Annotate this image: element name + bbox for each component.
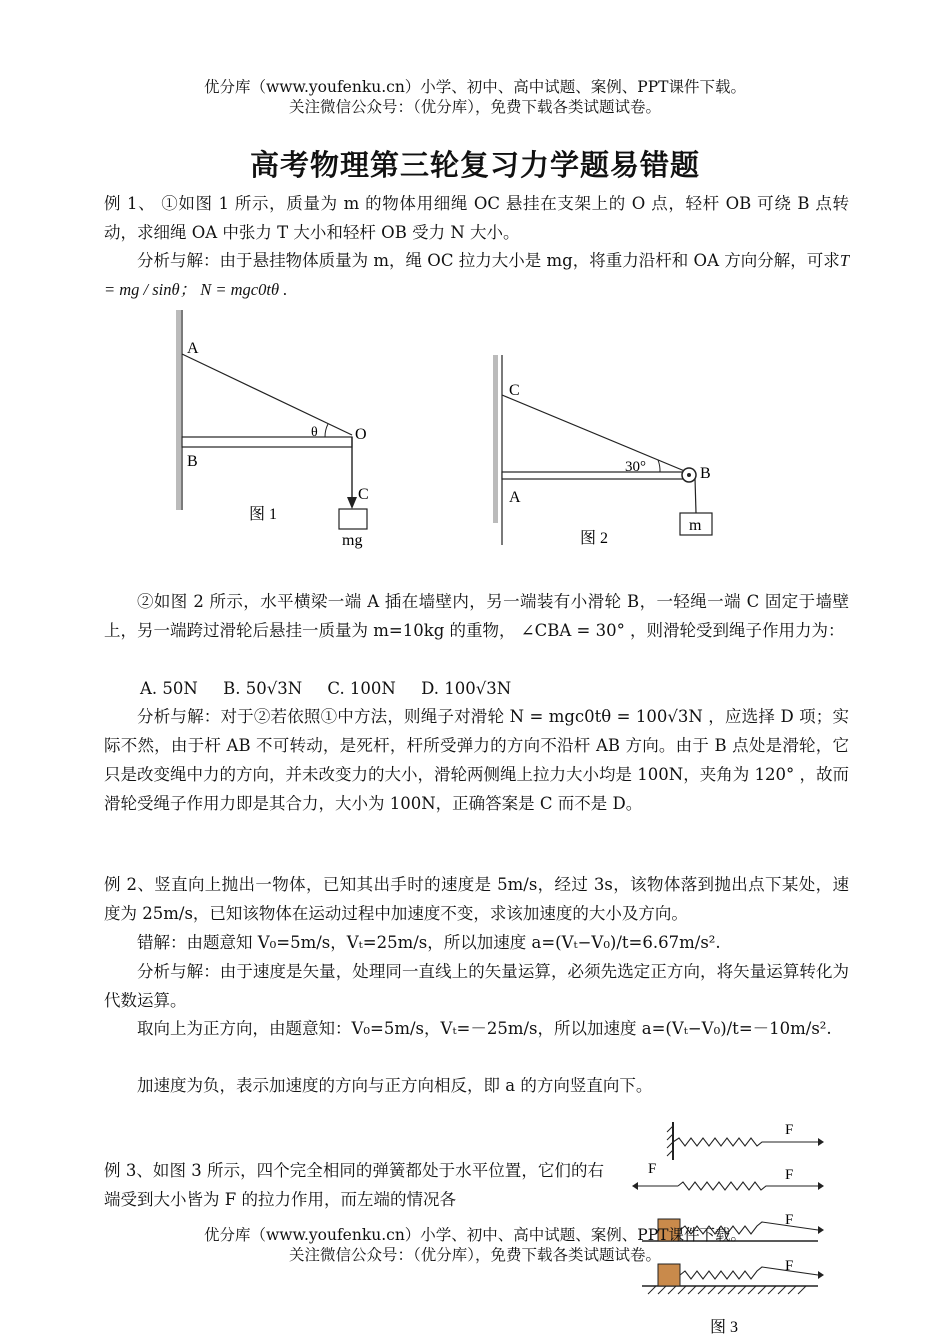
- force-label-4: F: [785, 1258, 794, 1274]
- label-a: A: [509, 489, 521, 506]
- footer-line-1: 优分库（www.youfenku.cn）小学、初中、高中试题、案例、PPT课件下载。: [203, 1226, 747, 1244]
- analysis-text: 分析与解：由于悬挂物体质量为 m，绳 OC 拉力大小是 mg，将重力沿杆和 OA 方向分解，可求: [137, 251, 840, 270]
- label-angle: 30°: [625, 459, 646, 475]
- footer-line-2: 关注微信公众号：（优分库），免费下载各类试题试卷。: [288, 1246, 661, 1264]
- option-b: B. 50√3N: [223, 679, 303, 698]
- example-2-wrong-solution: 错解：由题意知 V₀=5m/s，Vₜ=25m/s，所以加速度 a=(Vₜ−V₀)/t=6.67m/s².: [137, 933, 721, 952]
- block-4: [658, 1264, 680, 1286]
- figure-3-caption: 图 3: [710, 1319, 739, 1336]
- label-c: C: [358, 486, 369, 503]
- example-2-calculation: 取向上为正方向，由题意知：V₀=5m/s，Vₜ=－25m/s，所以加速度 a=(Vₜ−V₀)/t=－10m/s².: [137, 1019, 832, 1038]
- option-a: A. 50N: [140, 679, 198, 698]
- force-label-left: F: [648, 1161, 657, 1177]
- wall: [176, 310, 181, 510]
- example-2-question: 例 2、竖直向上抛出一物体，已知其出手时的速度是 5m/s，经过 3s，该物体落到抛出点下某处，速度为 25m/s，已知该物体在运动过程中加速度不变，求该加速度的大小及方向。: [104, 875, 849, 923]
- figure-2-caption: 图 2: [580, 530, 609, 547]
- label-theta: θ: [311, 425, 318, 440]
- rope-hanging: [695, 478, 696, 513]
- spring-1: [673, 1138, 818, 1146]
- example-1-analysis: [104, 246, 849, 304]
- beam-ab: [502, 472, 687, 479]
- mass-block: [339, 509, 367, 529]
- label-m: m: [689, 517, 702, 534]
- example-1b-question: ②如图 2 所示，水平横梁一端 A 插在墙壁内，另一端装有小滑轮 B，一轻绳一端 C 固定于墙壁上，另一端跨过滑轮后悬挂一质量为 m=10kg 的重物， ∠CBA = 30° ，则滑轮受到绳子作用力为：: [104, 592, 849, 640]
- formula: T = mg / sinθ； N = mgc0tθ .: [104, 251, 849, 299]
- figure-1: [165, 305, 395, 555]
- header-line-1: 优分库（www.youfenku.cn）小学、初中、高中试题、案例、PPT课件下载。: [203, 78, 747, 96]
- force-label-1: F: [785, 1122, 794, 1138]
- wall: [493, 355, 498, 523]
- example-1b-analysis: 分析与解：对于②若依照①中方法，则绳子对滑轮 N = mgc0tθ = 100√3N ，应选择 D 项；实际不然，由于杆 AB 不可转动，是死杆，杆所受弹力的方向不沿杆 AB 方向。由于 B 点处是滑轮，它只是改变绳中力的方向，并未改变力的大小，滑轮两侧绳上拉力大小均是 100N，夹角为 120° ，故而滑轮受绳子作用力即是其合力，大小为 100N，正确答案是 C 而不是 D。: [104, 707, 849, 813]
- label-o: O: [355, 426, 367, 443]
- force-label-2: F: [785, 1167, 794, 1183]
- option-c: C. 100N: [327, 679, 396, 698]
- label-a: A: [187, 340, 199, 357]
- rope-oa: [182, 354, 352, 435]
- example-1-question: 例 1、 ①如图 1 所示，质量为 m 的物体用细绳 OC 悬挂在支架上的 O 点，轻杆 OB 可绕 B 点转动，求细绳 OA 中张力 T 大小和轻杆 OB 受力 N 大小。: [104, 194, 849, 242]
- option-d: D. 100√3N: [421, 679, 512, 698]
- spring-4: [680, 1267, 818, 1279]
- header-line-2: 关注微信公众号：（优分库），免费下载各类试题试卷。: [288, 98, 661, 116]
- force-label-3: F: [785, 1212, 794, 1228]
- rod-ob: [182, 437, 352, 447]
- options-list: [140, 674, 885, 703]
- page-title: 高考物理第三轮复习力学题易错题: [249, 148, 700, 182]
- figure-2: [488, 345, 728, 555]
- label-b: B: [700, 465, 711, 482]
- label-b: B: [187, 453, 198, 470]
- figure-1-caption: 图 1: [249, 506, 278, 523]
- rope-cb: [502, 395, 687, 472]
- label-c: C: [509, 382, 520, 399]
- example-3-question: 例 3、如图 3 所示，四个完全相同的弹簧都处于水平位置，它们的右端受到大小皆为 F 的拉力作用，而左端的情况各: [104, 1161, 604, 1209]
- spring-2: [678, 1182, 818, 1190]
- example-2-conclusion: 加速度为负，表示加速度的方向与正方向相反，即 a 的方向竖直向下。: [137, 1076, 653, 1095]
- example-2-analysis: 分析与解：由于速度是矢量，处理同一直线上的矢量运算，必须先选定正方向，将矢量运算转化为代数运算。: [104, 962, 849, 1010]
- label-mg: mg: [342, 532, 363, 549]
